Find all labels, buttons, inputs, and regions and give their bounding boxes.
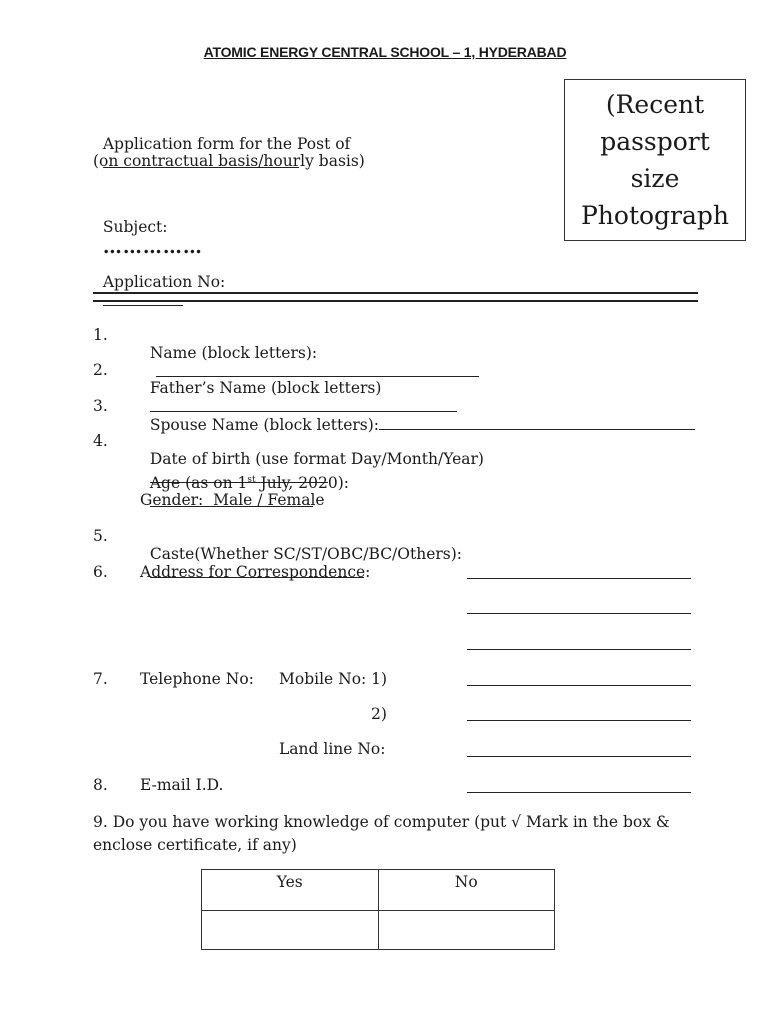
- photo-placeholder-box: [564, 79, 746, 241]
- subject-dots[interactable]: ……………: [102, 236, 203, 258]
- item-number: 6.: [93, 563, 108, 581]
- landline-label: Land line No:: [279, 740, 386, 758]
- no-checkbox-cell[interactable]: [378, 911, 555, 950]
- address-line-1[interactable]: [467, 578, 691, 579]
- spouse-name-blank[interactable]: [379, 415, 695, 430]
- photo-box-line: size: [630, 164, 680, 193]
- age-label: Age (as on 1: [149, 474, 248, 492]
- item-number: 8.: [93, 776, 108, 794]
- post-label: Application form for the Post of: [102, 135, 351, 153]
- email-label: E-mail I.D.: [140, 776, 224, 794]
- item-number: 4.: [93, 432, 108, 450]
- spouse-name-field: [140, 397, 695, 434]
- mobile-1-line[interactable]: [467, 685, 691, 686]
- address-line-2[interactable]: [467, 613, 691, 614]
- double-divider: [93, 292, 698, 302]
- yes-checkbox-cell[interactable]: [202, 911, 379, 950]
- address-line-3[interactable]: [467, 649, 691, 650]
- mobile-label: Mobile No: 1): [279, 670, 388, 688]
- name-label: Name (block letters):: [149, 344, 318, 362]
- item-number: 3.: [93, 397, 108, 415]
- item-number: 7.: [93, 670, 108, 688]
- subject-label: Subject:: [102, 218, 168, 236]
- mobile-2-label: 2): [371, 705, 387, 723]
- mobile-2-line[interactable]: [467, 720, 691, 721]
- school-title: ATOMIC ENERGY CENTRAL SCHOOL – 1, HYDERABAD: [203, 44, 567, 60]
- spouse-name-label: Spouse Name (block letters):: [149, 416, 380, 434]
- email-line[interactable]: [467, 792, 691, 793]
- age-label-rest: July, 2020):: [255, 474, 349, 492]
- computer-question-line2: enclose certificate, if any): [93, 836, 297, 854]
- landline-line[interactable]: [467, 756, 691, 757]
- no-header: No: [378, 870, 555, 911]
- age-label-superscript: st: [247, 474, 256, 485]
- caste-label: Caste(Whether SC/ST/OBC/BC/Others):: [149, 545, 463, 563]
- computer-question-line1: 9. Do you have working knowledge of computer (put √ Mark in the box &: [93, 813, 670, 831]
- dob-label: Date of birth (use format Day/Month/Year): [149, 450, 484, 468]
- yes-header: Yes: [202, 870, 379, 911]
- computer-knowledge-table: [201, 869, 555, 950]
- photo-box-line: (Recent: [605, 90, 705, 119]
- application-no-label: Application No:: [102, 273, 226, 291]
- item-number: 1.: [93, 326, 108, 344]
- subject-field: [93, 200, 203, 258]
- photo-box-line: Photograph: [580, 201, 730, 230]
- gender-options[interactable]: Gender: Male / Female: [140, 491, 325, 509]
- item-number: 5.: [93, 527, 108, 545]
- telephone-label: Telephone No:: [140, 670, 254, 688]
- photo-box-line: passport: [600, 127, 710, 156]
- item-number: 2.: [93, 361, 108, 379]
- father-name-label: Father’s Name (block letters): [149, 379, 382, 397]
- basis-text: (on contractual basis/hourly basis): [93, 152, 365, 170]
- address-label: Address for Correspondence:: [140, 563, 371, 581]
